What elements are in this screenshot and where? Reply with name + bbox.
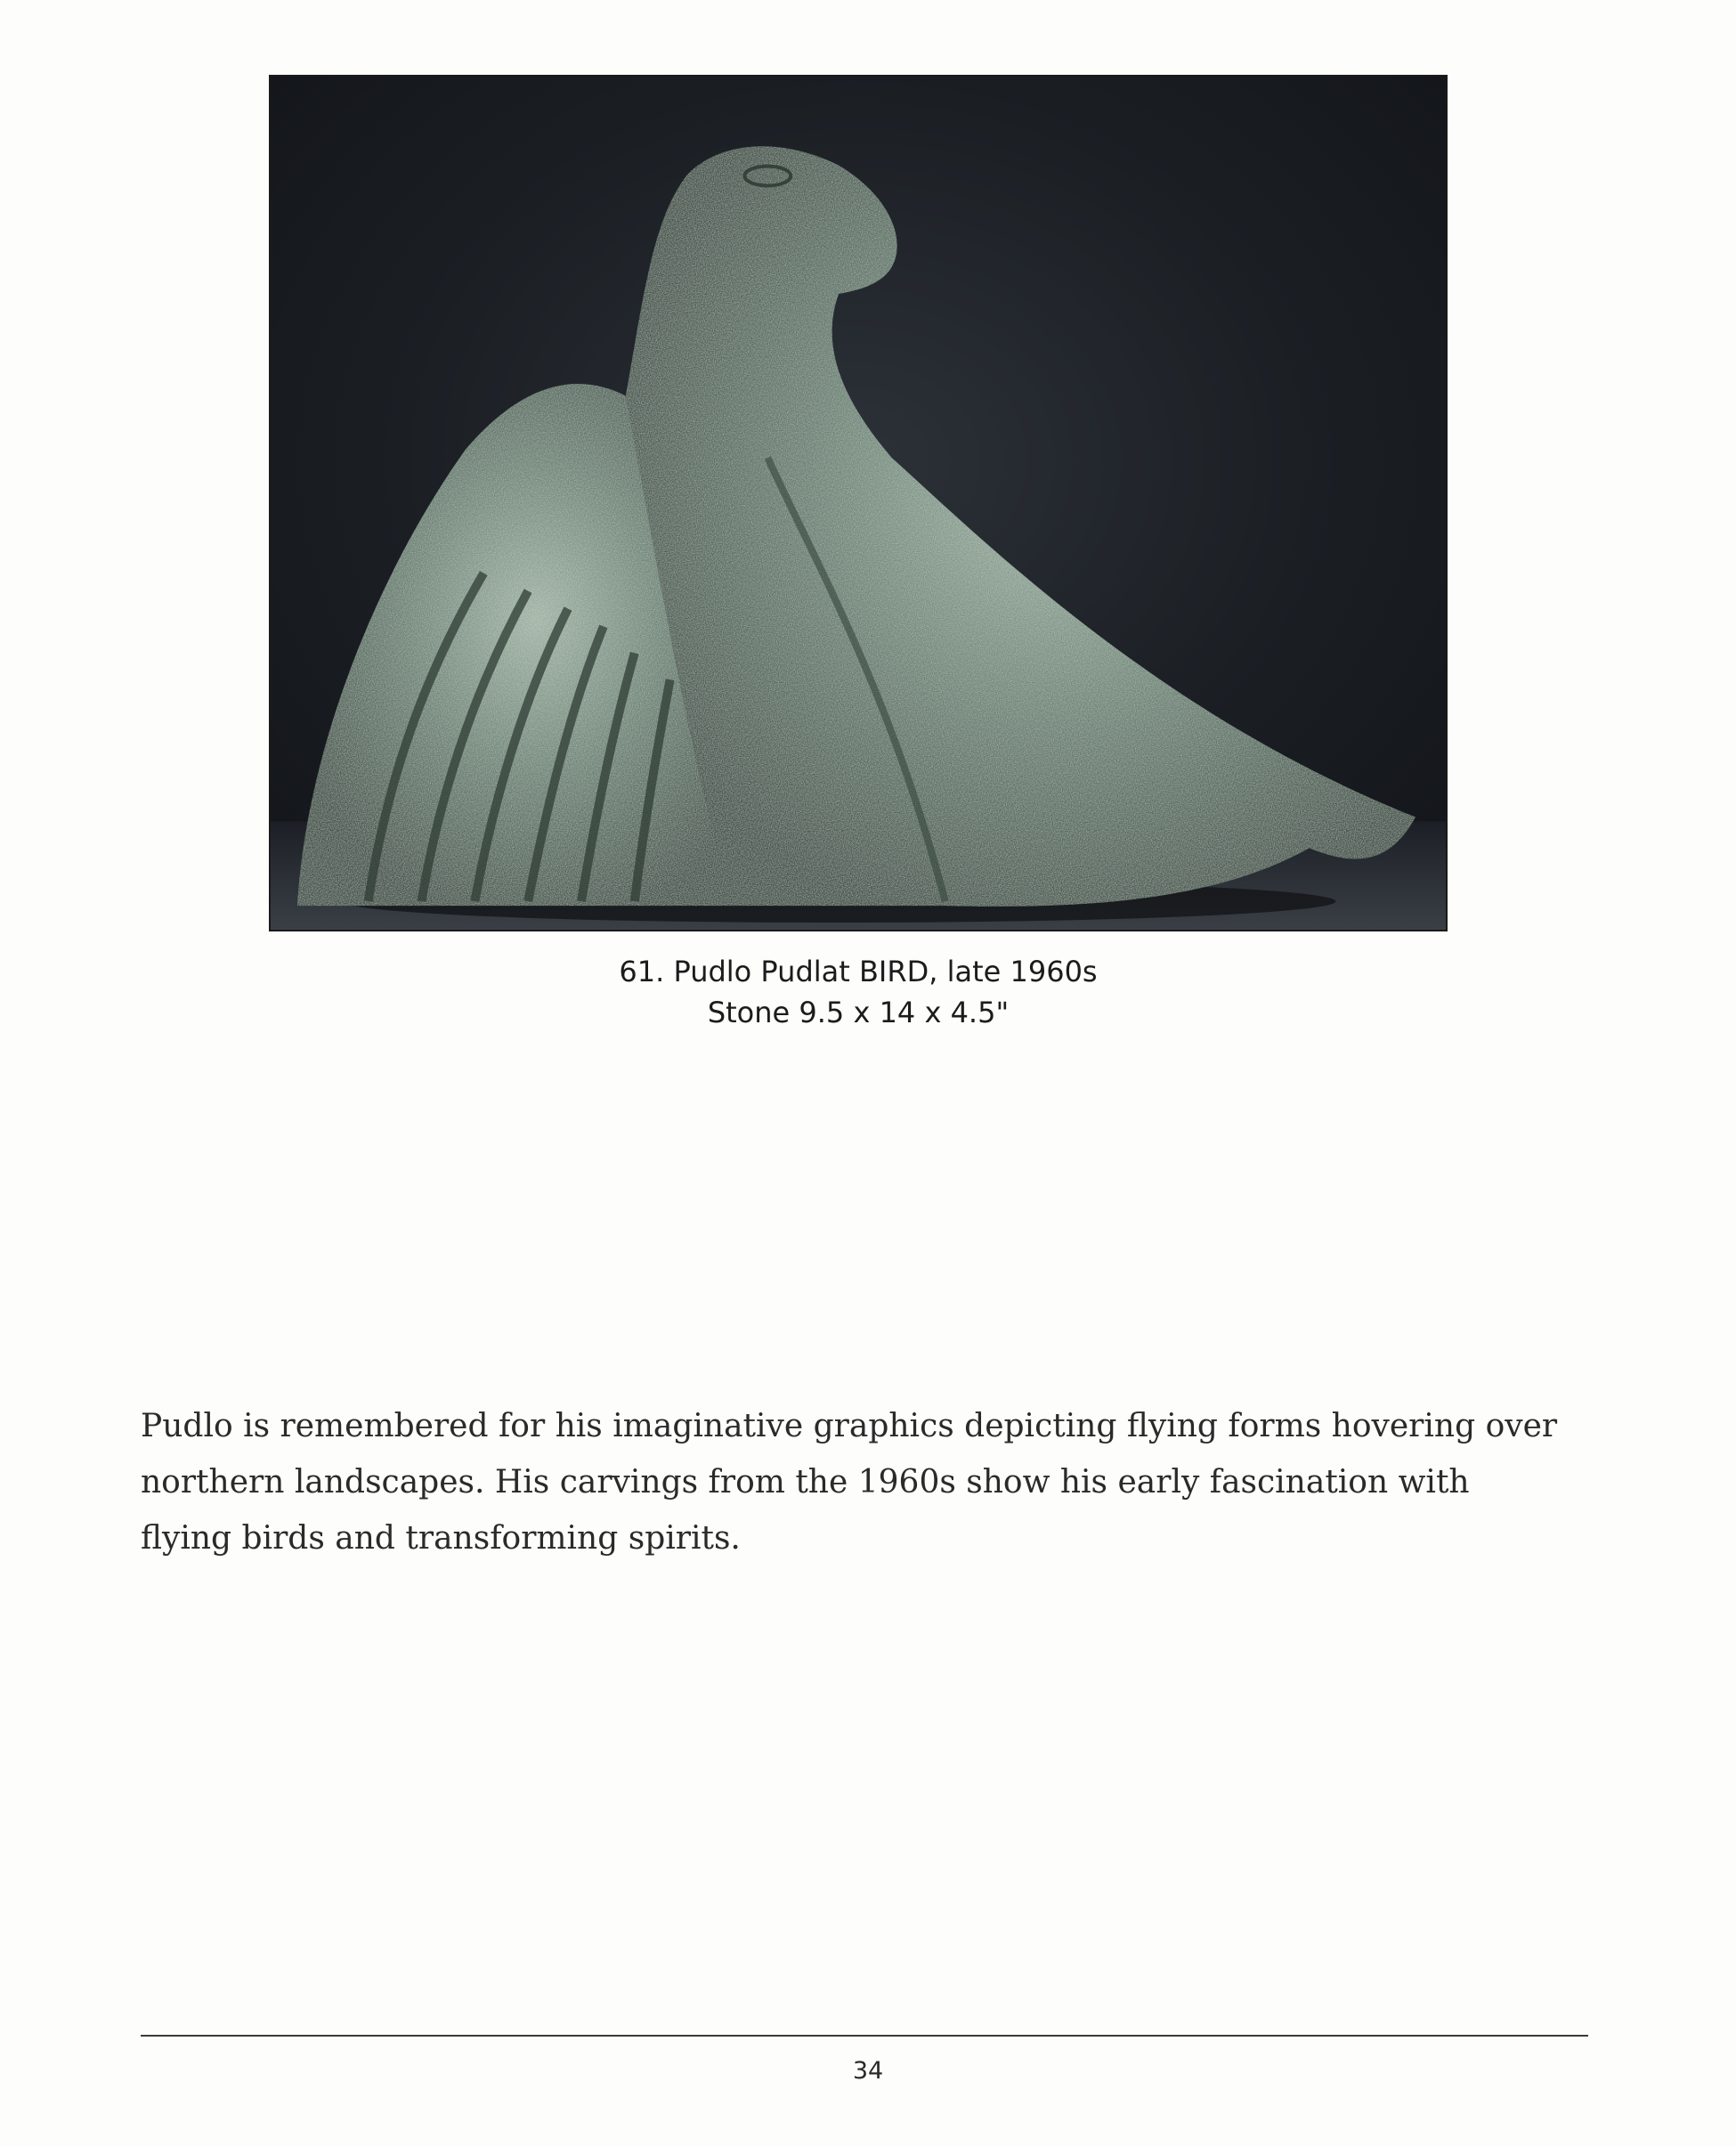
- body-paragraph: Pudlo is remembered for his imaginative graphics depicting flying forms hovering over northern landscapes. His carvings from the 1960s show his early fascination with flying birds and transforming spirits.: [141, 1408, 1558, 1557]
- page-number: 34: [852, 2057, 884, 2085]
- figure-caption-title: 61. Pudlo Pudlat BIRD, late 1960s: [619, 955, 1098, 988]
- sculpture-photo: [269, 75, 1448, 931]
- figure-caption-details: Stone 9.5 x 14 x 4.5": [707, 996, 1010, 1029]
- stone-bird-sculpture-image: [271, 77, 1446, 930]
- sculpture-body: [626, 146, 1416, 907]
- footer-divider: [141, 2035, 1588, 2037]
